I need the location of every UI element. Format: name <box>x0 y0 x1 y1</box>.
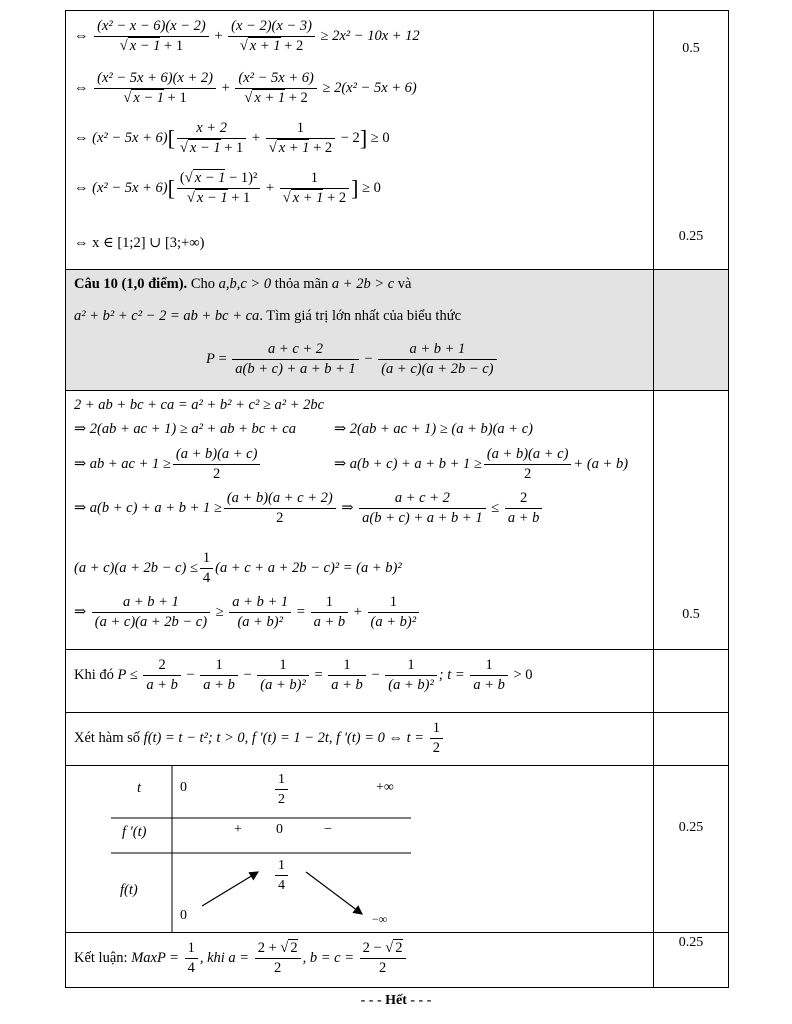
row-variation-table <box>66 766 729 933</box>
step-line-1: ⇔ $\frac{\text{(x² − x − 6)(x − 2)}}{√ x - 1 + 1}$ + $\frac{(x - 2)(x - 3)}{√ x + 1 + 2}$ ≥ 2x² − 10x + 12 <box>74 18 420 54</box>
proof-line-6: ⇒ a(b + c) + a + b + 1 ≥ $\frac{(a + b)(a + c + 2)}{2}$ ⇒ $\frac{a + c + 2}{a(b + c) + a + b + 1}$ ≤ $\frac{2}{a + b}$ <box>74 489 544 528</box>
row-proof <box>66 391 729 650</box>
conclusion-line: Kết luận: MaxP = $\frac{1}{4}$ , khi a = $\frac{2 + √ 2}{2}$ , b = c = $\frac{2 - √ 2}{2}$ <box>74 939 408 978</box>
f-value-0: 0 <box>180 908 187 923</box>
fprime-label: f '(t) <box>122 824 147 840</box>
proof-line-7: (a + c)(a + 2b − c) ≤ $\frac{1}{4}$ (a + c + a + 2b − c)² = (a + b)² <box>74 550 402 586</box>
f-label: f(t) <box>120 882 138 898</box>
row-function <box>66 713 729 766</box>
step-line-5: ⇔ x ∈ [1;2] ∪ [3;+∞) <box>74 235 205 251</box>
step-line-4: ⇔ (x² − 5x + 6)[ $\frac{\text{(√ x − 1 − 1)²}}{√ x - 1 + 1}$ + $\frac{1}{√ x + 1 + 2}$ ] ≥ 0 <box>74 170 381 206</box>
f-value-neg-inf: −∞ <box>372 912 388 926</box>
score-0.25-table: 0.25 <box>678 820 704 835</box>
step-line-2: ⇔ $\frac{\text{(x² − 5x + 6)(x + 2)}}{√ x - 1 + 1}$ + $\frac{\text{(x² − 5x + 6)}}{√ x + 1 + 2}$ ≥ 2(x² − 5x + 6) <box>74 70 417 106</box>
t-value-inf: +∞ <box>376 780 394 795</box>
decreasing-arrow <box>306 872 362 914</box>
proof-line-3: ⇒ 2(ab + ac + 1) ≥ (a + b)(a + c) <box>334 421 533 437</box>
end-marker: - - - Hết - - - <box>360 993 432 1008</box>
question-formula: P = $\frac{a + c + 2}{a(b + c) + a + b + 1}$ − $\frac{a + b + 1}{(a + c)(a + 2b - c)}$ <box>206 340 499 379</box>
t-value-0: 0 <box>180 780 187 795</box>
proof-line-8: ⇒ $\frac{a + b + 1}{(a + c)(a + 2b - c)}$ ≥ $\frac{a + b + 1}{\text{(a + b)²}}$ = $\frac{1}{a + b}$ + $\frac{1}{\text{(a + b)²}}$ <box>74 593 421 632</box>
score-0.25-conclusion: 0.25 <box>678 935 704 950</box>
question-line-2: a² + b² + c² − 2 = ab + bc + ca. Tìm giá trị lớn nhất của biểu thức <box>74 308 462 324</box>
solution-page <box>65 10 727 988</box>
row-inequality-solution <box>66 11 729 270</box>
score-0.5-proof: 0.5 <box>682 607 700 622</box>
variation-table-lines <box>66 766 653 932</box>
question-line-1: Câu 10 (1,0 điểm). Cho a,b,c > 0 thỏa mãn a + 2b > c và <box>74 276 412 292</box>
proof-line-1: 2 + ab + bc + ca = a² + b² + c² ≥ a² + 2bc <box>74 397 325 413</box>
proof-line-5: ⇒ a(b + c) + a + b + 1 ≥ $\frac{(a + b)(a + c)}{2}$ + (a + b) <box>334 446 629 482</box>
f-value-quarter: $\frac{1}{4}$ <box>273 856 290 895</box>
fprime-minus: − <box>324 822 332 837</box>
step-line-3: ⇔ (x² − 5x + 6)[ $\frac{x + 2}{√ x - 1 + 1}$ + $\frac{1}{√ x + 1 + 2}$ − 2] ≥ 0 <box>74 120 390 156</box>
score-0.5: 0.5 <box>682 41 700 56</box>
t-value-half: $\frac{1}{2}$ <box>273 770 290 809</box>
proof-line-4: ⇒ ab + ac + 1 ≥ $\frac{(a + b)(a + c)}{2}$ <box>74 445 262 484</box>
question-title: Câu 10 (1,0 điểm). <box>74 276 188 292</box>
proof-line-2: ⇒ 2(ab + ac + 1) ≥ a² + ab + bc + ca <box>74 421 296 437</box>
fprime-plus: + <box>234 822 242 837</box>
fprime-zero: 0 <box>276 822 283 837</box>
score-0.25: 0.25 <box>678 229 704 244</box>
variation-table <box>66 766 653 932</box>
solution-table <box>65 10 729 988</box>
row-question-10 <box>66 270 729 391</box>
row-substitution <box>66 650 729 713</box>
function-line: Xét hàm số f(t) = t − t²; t > 0, f '(t) = 1 − 2t, f '(t) = 0 ⇔ t = $\frac{1}{2}$ <box>74 719 445 758</box>
substitution-line: Khi đó P ≤ $\frac{2}{a + b}$ − $\frac{1}{a + b}$ − $\frac{1}{\text{(a + b)²}}$ = $\frac{1}{a + b}$ − $\frac{1}{\text{(a + b)²}}$ ; t = $\frac{1}{a + b}$ > 0 <box>74 657 533 693</box>
increasing-arrow <box>202 872 258 906</box>
row-conclusion <box>66 933 729 988</box>
t-label: t <box>137 780 142 796</box>
